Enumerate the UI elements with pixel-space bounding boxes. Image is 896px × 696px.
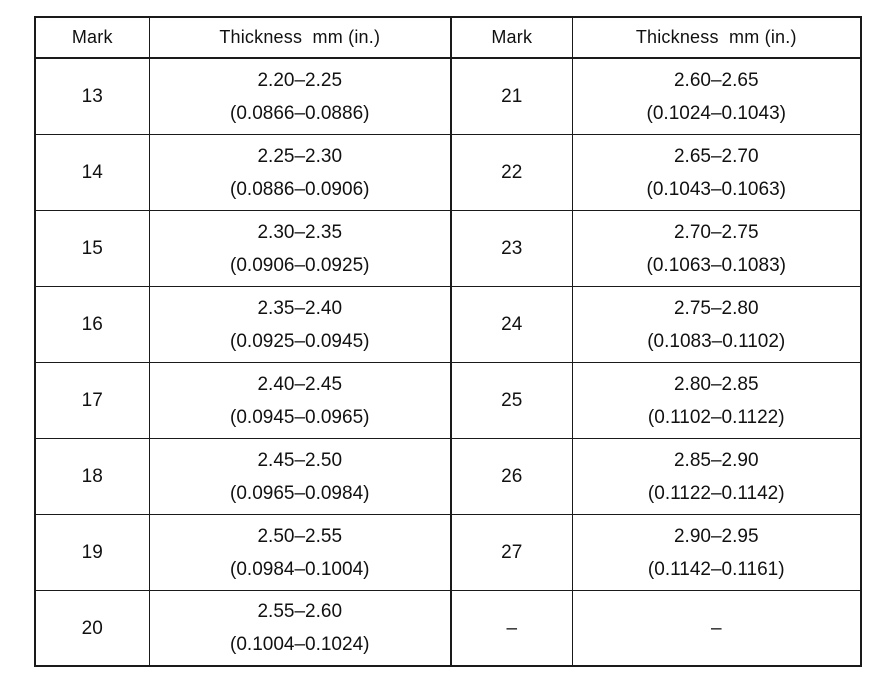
mark-cell-right: 21 bbox=[451, 58, 572, 135]
thickness-cell-right bbox=[572, 515, 861, 591]
mark-cell-left: 18 bbox=[35, 439, 149, 515]
thickness-mm-value: 2.60–2.65 bbox=[673, 69, 759, 91]
thickness-inch-value: (0.0984–0.1004) bbox=[230, 558, 370, 580]
mark-cell-right: 25 bbox=[451, 363, 572, 439]
thickness-cell-right bbox=[572, 591, 861, 667]
thickness-cell-left bbox=[149, 58, 451, 135]
mark-cell-right: 27 bbox=[451, 515, 572, 591]
mark-cell-right: 22 bbox=[451, 135, 572, 211]
table-row bbox=[35, 591, 861, 667]
mark-cell-left: 15 bbox=[35, 211, 149, 287]
thickness-inch-value: (0.1024–0.1043) bbox=[646, 102, 786, 124]
thickness-inch-value: (0.1083–0.1102) bbox=[647, 330, 786, 352]
shim-thickness-table bbox=[34, 16, 862, 667]
thickness-inch-value: (0.0925–0.0945) bbox=[230, 330, 370, 352]
thickness-mm-value: 2.40–2.45 bbox=[257, 373, 343, 395]
thickness-cell-right bbox=[572, 287, 861, 363]
thickness-inch-value: (0.0886–0.0906) bbox=[230, 178, 370, 200]
thickness-inch-value: (0.0945–0.0965) bbox=[230, 406, 370, 428]
mark-cell-right: – bbox=[451, 591, 572, 667]
mark-cell-left: 20 bbox=[35, 591, 149, 667]
header-row bbox=[35, 17, 861, 58]
header-thickness-left: Thickness mm (in.) bbox=[149, 17, 451, 58]
table-body bbox=[35, 58, 861, 666]
table-row bbox=[35, 58, 861, 135]
thickness-mm-value: – bbox=[710, 617, 722, 639]
mark-cell-right: 24 bbox=[451, 287, 572, 363]
table-row bbox=[35, 211, 861, 287]
thickness-cell-left bbox=[149, 211, 451, 287]
mark-cell-right: 26 bbox=[451, 439, 572, 515]
thickness-inch-value: (0.1142–0.1161) bbox=[647, 558, 785, 580]
thickness-inch-value: (0.0965–0.0984) bbox=[230, 482, 370, 504]
thickness-cell-left bbox=[149, 591, 451, 667]
thickness-cell-right bbox=[572, 58, 861, 135]
thickness-inch-value: (0.1122–0.1142) bbox=[647, 482, 785, 504]
thickness-mm-value: 2.20–2.25 bbox=[257, 69, 343, 91]
mark-cell-right: 23 bbox=[451, 211, 572, 287]
thickness-mm-value: 2.90–2.95 bbox=[673, 525, 759, 547]
table-row bbox=[35, 135, 861, 211]
thickness-inch-value: (0.1063–0.1083) bbox=[646, 254, 786, 276]
table-header bbox=[35, 17, 861, 58]
header-mark-right: Mark bbox=[451, 17, 572, 58]
thickness-mm-value: 2.65–2.70 bbox=[673, 145, 759, 167]
thickness-inch-value: (0.1102–0.1122) bbox=[647, 406, 785, 428]
thickness-cell-right bbox=[572, 211, 861, 287]
thickness-cell-left bbox=[149, 135, 451, 211]
header-thickness-right: Thickness mm (in.) bbox=[572, 17, 861, 58]
thickness-mm-value: 2.70–2.75 bbox=[673, 221, 759, 243]
mark-cell-left: 16 bbox=[35, 287, 149, 363]
thickness-cell-right bbox=[572, 439, 861, 515]
thickness-cell-left bbox=[149, 363, 451, 439]
thickness-inch-value: (0.1043–0.1063) bbox=[646, 178, 786, 200]
table-row bbox=[35, 287, 861, 363]
thickness-cell-right bbox=[572, 135, 861, 211]
thickness-mm-value: 2.85–2.90 bbox=[673, 449, 759, 471]
table-row bbox=[35, 363, 861, 439]
thickness-cell-left bbox=[149, 515, 451, 591]
thickness-mm-value: 2.30–2.35 bbox=[257, 221, 343, 243]
table-row bbox=[35, 439, 861, 515]
thickness-mm-value: 2.35–2.40 bbox=[257, 297, 343, 319]
mark-cell-left: 17 bbox=[35, 363, 149, 439]
mark-cell-left: 13 bbox=[35, 58, 149, 135]
thickness-mm-value: 2.50–2.55 bbox=[257, 525, 343, 547]
mark-cell-left: 14 bbox=[35, 135, 149, 211]
thickness-mm-value: 2.75–2.80 bbox=[673, 297, 759, 319]
thickness-inch-value: (0.0866–0.0886) bbox=[230, 102, 370, 124]
header-mark-left: Mark bbox=[35, 17, 149, 58]
thickness-inch-value: (0.1004–0.1024) bbox=[230, 634, 370, 655]
thickness-mm-value: 2.80–2.85 bbox=[673, 373, 759, 395]
table-row bbox=[35, 515, 861, 591]
mark-cell-left: 19 bbox=[35, 515, 149, 591]
thickness-cell-left bbox=[149, 287, 451, 363]
thickness-mm-value: 2.45–2.50 bbox=[257, 449, 343, 471]
thickness-mm-value: 2.55–2.60 bbox=[257, 601, 343, 622]
thickness-cell-left bbox=[149, 439, 451, 515]
thickness-cell-right bbox=[572, 363, 861, 439]
thickness-mm-value: 2.25–2.30 bbox=[257, 145, 343, 167]
thickness-inch-value: (0.0906–0.0925) bbox=[230, 254, 370, 276]
